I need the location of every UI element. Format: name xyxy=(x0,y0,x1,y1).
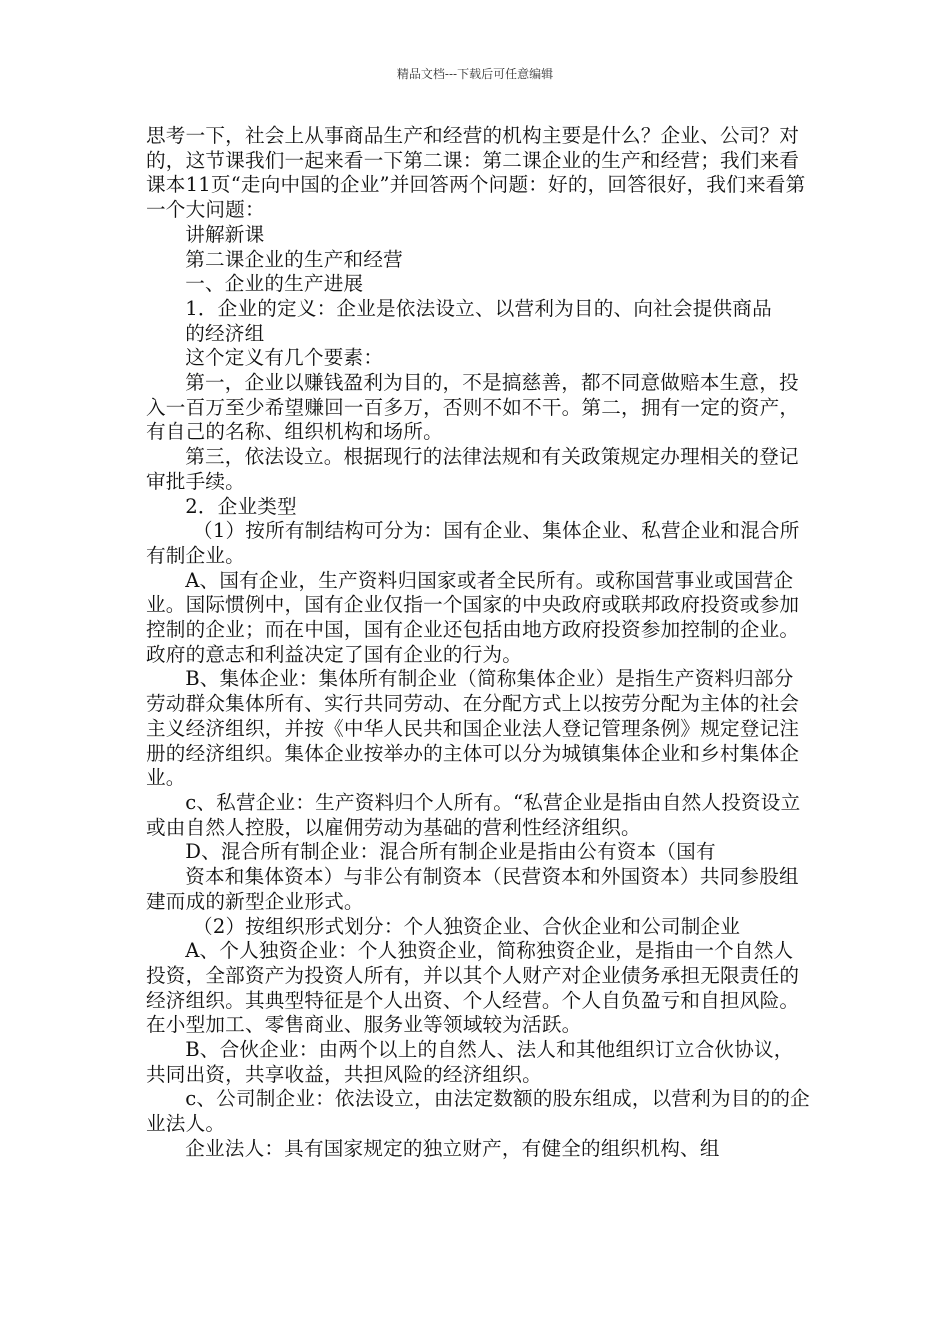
paragraph-legal-person: 企业法人：具有国家规定的独立财产，有健全的组织机构、组 xyxy=(185,1136,720,1160)
paragraph-mixed-cont: 资本和集体资本）与非公有制资本（民营资本和外国资本）共同参股组建而成的新型企业形式。 xyxy=(146,865,799,913)
paragraph-collective: B、集体企业：集体所有制企业（简称集体企业）是指生产资料归部分劳动群众集体所有、实行共同劳动、在分配方式上以按劳分配为主体的社会主义经济组织，并按《中华人民共和国企业法人登记管理条例》规定登记注册的经济组织。集体企业按举办的主体可以分为城镇集体企业和乡村集体企业。 xyxy=(146,667,800,790)
paragraph-state-owned: A、国有企业，生产资料归国家或者全民所有。或称国营事业或国营企业。国际惯例中，国有企业仅指一个国家的中央政府或联邦政府投资或参加控制的企业；而在中国，国有企业还包括由地方政府投资参加控制的企业。政府的意志和利益决定了国有企业的行为。 xyxy=(146,568,800,666)
paragraph-definition: 1．企业的定义：企业是依法设立、以营利为目的、向社会提供商品 xyxy=(185,296,772,320)
paragraph-element-first: 第一，企业以赚钱盈利为目的，不是搞慈善，都不同意做赔本生意，投入一百万至少希望赚回一百多万，否则不如不干。第二，拥有一定的资产，有自己的名称、组织机构和场所。 xyxy=(146,371,800,444)
paragraph-elements-intro: 这个定义有几个要素： xyxy=(185,346,384,370)
paragraph-section-one: 一、企业的生产进展 xyxy=(185,272,364,296)
paragraph-sole-proprietorship: A、个人独资企业：个人独资企业，简称独资企业，是指由一个自然人投资，全部资产为投资人所有，并以其个人财产对企业债务承担无限责任的经济组织。其典型特征是个人出资、个人经营。个人自负盈亏和自担风险。在小型加工、零售商业、服务业等领域较为活跃。 xyxy=(146,939,800,1037)
paragraph-private: c、私营企业：生产资料归个人所有。“私营企业是指由自然人投资设立或由自然人控股，以雇佣劳动为基础的营利性经济组织。 xyxy=(146,790,801,839)
paragraph-element-third: 第三，依法设立。根据现行的法律法规和有关政策规定办理相关的登记审批手续。 xyxy=(146,445,799,493)
paragraph-lesson-title: 第二课企业的生产和经营 xyxy=(185,247,403,271)
paragraph-definition-cont: 的经济组 xyxy=(185,321,265,345)
paragraph-corporate: c、公司制企业：依法设立，由法定数额的股东组成，以营利为目的的企业法人。 xyxy=(146,1087,810,1136)
paragraph-organization-types: （2）按组织形式划分：个人独资企业、合伙企业和公司制企业 xyxy=(193,914,741,938)
paragraph-partnership: B、合伙企业：由两个以上的自然人、法人和其他组织订立合伙协议，共同出资，共享收益，共担风险的经济组织。 xyxy=(146,1038,794,1086)
page-header: 精品文档---下载后可任意编辑 xyxy=(396,67,554,81)
paragraph-ownership-types: （1）按所有制结构可分为：国有企业、集体企业、私营企业和混合所有制企业。 xyxy=(146,519,800,567)
document-body xyxy=(146,124,810,1162)
paragraph-mixed: D、混合所有制企业：混合所有制企业是指由公有资本（国有 xyxy=(185,840,716,864)
paragraph-enterprise-types: 2．企业类型 xyxy=(185,494,297,518)
paragraph-lecture-heading: 讲解新课 xyxy=(185,222,265,246)
paragraph-intro: 思考一下，社会上从事商品生产和经营的机构主要是什么？企业、公司？对的，这节课我们一起来看一下第二课：第二课企业的生产和经营；我们来看课本11页“走向中国的企业”并回答两个问题：好的，回答很好，我们来看第一个大问题： xyxy=(146,124,806,222)
